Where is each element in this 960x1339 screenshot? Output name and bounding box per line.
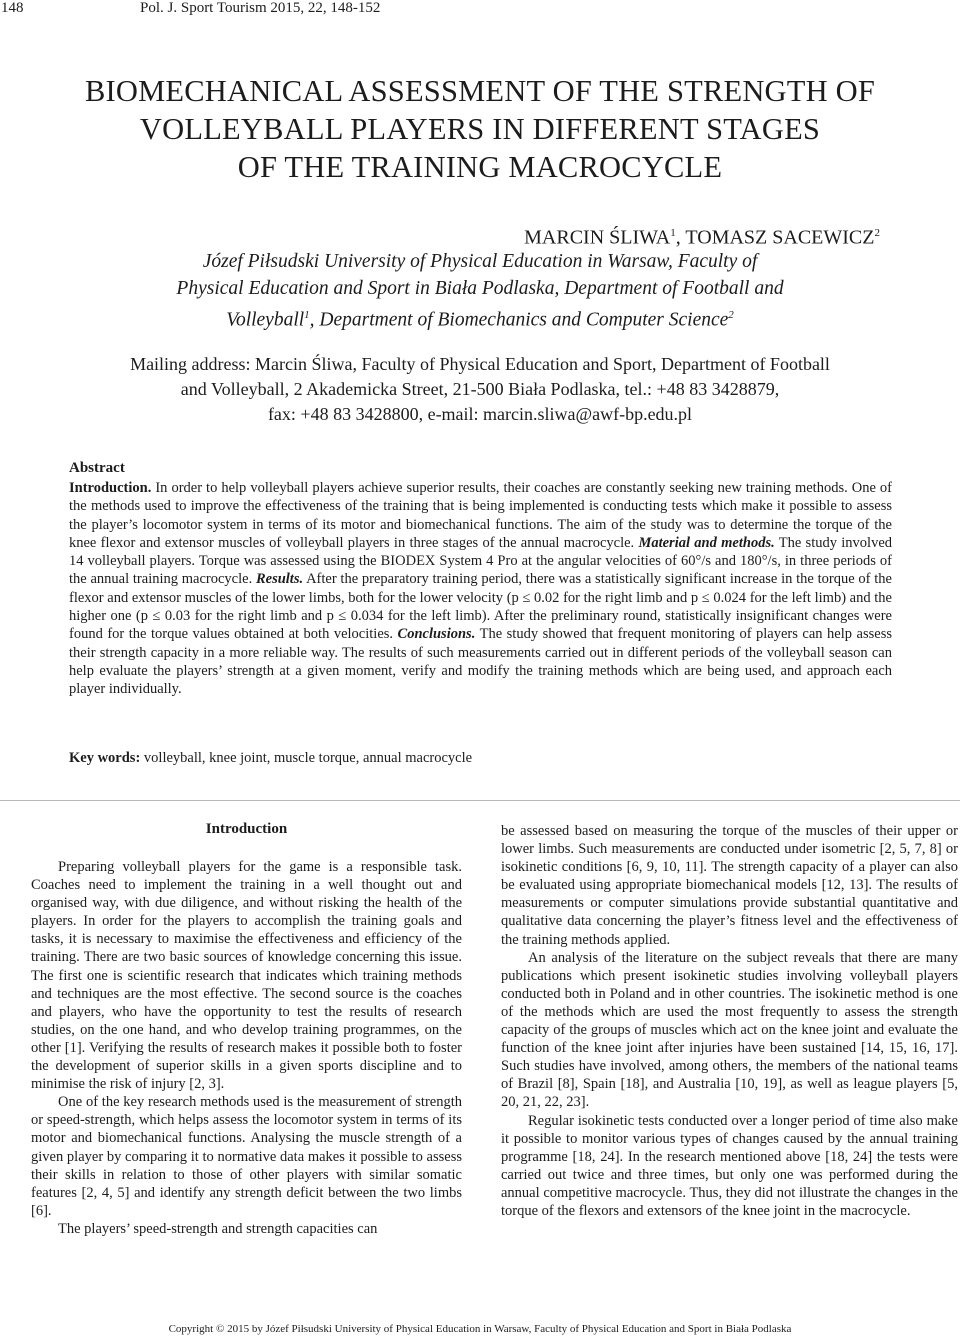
body-paragraph: be assessed based on measuring the torque of the muscles of their upper or lower limbs. Such measurements are conducted under isometric [2, 5, 7, 8] or isokinetic conditions [6, 9, 10, 11]. The strength capacity of a player can also be evaluated using appropriate biomechanical models [12, 13]. The results of measurements or computer simulations provide substantial quantitative and qualitative data concerning the player’s fitness level and the effectiveness of the training methods applied. [501, 823, 958, 948]
section-divider [0, 800, 960, 801]
copyright-footer: Copyright © 2015 by Józef Piłsudski University of Physical Education in Warsaw, Faculty of Physical Education and Sport in Biała Podlaska [168, 1323, 792, 1335]
affiliation-superscript: 2 [728, 309, 734, 321]
author-name: TOMASZ SACEWICZ [685, 226, 875, 249]
abstract-conclusions-label: Conclusions. [397, 626, 476, 643]
affiliation [40, 248, 920, 334]
body-paragraph: The players’ speed-strength and strength capacities can [58, 1220, 378, 1237]
journal-reference: Pol. J. Sport Tourism 2015, 22, 148-152 [140, 0, 381, 16]
abstract-conclusions-text: The study showed that frequent monitoring of players can help assess their strength capacity in a more reliable way. The results of such measurements carried out in different periods of the volleyball season can help evaluate the players’ strength at a given moment, verify and modify the training methods which are being used, and approach each player individually. [69, 626, 892, 698]
article-title [40, 72, 920, 186]
right-column [501, 822, 958, 1220]
body-paragraph: Preparing volleyball players for the game is a responsible task. Coaches need to implement the training in a well thought out and organised way, with due diligence, and without risking the health of the players. In order for the players to accomplish the training goals and tasks, it is necessary to maximise the effectiveness and efficiency of the training. There are two basic sources of knowledge concerning this issue. The first one is scientific research that indicates which training methods and techniques are the most effective. The second source is the coaches and players, who have the opportunity to test the results of research studies, on the one hand, and who develop training programmes, on the other [1]. Verifying the results of research makes it possible both to foster the development of superior skills in a given sports discipline and to minimise the risk of injury [2, 3]. [31, 859, 462, 1093]
author-separator: , [675, 226, 686, 249]
mailing-line: fax: +48 83 3428800, e-mail: marcin.sliwa@awf-bp.edu.pl [267, 404, 693, 424]
mailing-line: Mailing address: Marcin Śliwa, Faculty of Physical Education and Sport, Department of Football [130, 354, 830, 374]
abstract-results-label: Results. [255, 571, 304, 588]
title-line: BIOMECHANICAL ASSESSMENT OF THE STRENGTH OF [84, 74, 876, 108]
page-number: 148 [1, 0, 24, 16]
affiliation-line: Józef Piłsudski University of Physical Education in Warsaw, Faculty of [202, 251, 758, 272]
body-paragraph: Regular isokinetic tests conducted over a longer period of time also make it possible to monitor various types of changes caused by the annual training programme [18, 24]. In the research mentioned above [18, 24] the tests were carried out twice and three times, but only one was performed during the annual competitive macrocycle. Thus, they did not illustrate the changes in the torque of the flexors and extensors of the knee joint in the macrocycle. [501, 1112, 958, 1219]
keywords-text: volleyball, knee joint, muscle torque, annual macrocycle [140, 750, 473, 766]
body-paragraph: One of the key research methods used is the measurement of strength or speed-strength, which helps assess the locomotor system in terms of its motor and biomechanical functions. Analysing the muscle strength of a given player by comparing it to normative data makes it possible to assess their skills in relation to those of other players with similar somatic features [2, 4, 5] and identify any strength deficit between the two limbs [6]. [31, 1094, 462, 1219]
keywords [69, 750, 472, 767]
abstract-methods-label: Material and methods. [638, 534, 775, 551]
author-name: MARCIN ŚLIWA [524, 226, 671, 249]
author-superscript: 2 [874, 227, 880, 239]
affiliation-line [40, 302, 920, 334]
affiliation-superscript: 1 [304, 309, 310, 321]
abstract-results-text: After the preparatory training period, there was a statistically significant increase in the torque of the flexor and extensor muscles of the lower limbs, both for the lower velocity (p ≤ 0.02 for the right limb and p ≤ 0.024 for the left limb) and the higher one (p ≤ 0.03 for the right limb and p ≤ 0.034 for the left limb). After the preliminary round, statistically insignificant changes were found for the torque values obtained at both velocities. [69, 571, 892, 643]
author-list [40, 220, 880, 252]
affiliation-text: , Department of Biomechanics and Computer Science [309, 309, 729, 331]
abstract-intro-label: Introduction. [69, 480, 152, 496]
affiliation-text: Volleyball [226, 309, 305, 331]
abstract-heading: Abstract [69, 460, 125, 476]
mailing-line: and Volleyball, 2 Akademicka Street, 21-500 Biała Podlaska, tel.: +48 83 3428879, [180, 379, 780, 399]
abstract-body [69, 479, 892, 699]
running-head [0, 0, 960, 22]
author-superscript: 1 [670, 227, 676, 239]
body-paragraph: An analysis of the literature on the subject reveals that there are many publications which present isokinetic studies involving volleyball players conducted both in Poland and in other countries. The isokinetic method is one of the methods which are used the most frequently to assess the strength capacity of the groups of muscles which act on the knee joint and evaluate the function of the knee joint after injuries have been sustained [14, 15, 16, 17]. Such studies have involved, among others, the members of the national teams of Brazil [8], Spain [18], and Australia [10, 19], as well as league players [5, 20, 21, 22, 23]. [501, 949, 958, 1111]
title-line: OF THE TRAINING MACROCYCLE [237, 150, 723, 184]
abstract-intro-text: In order to help volleyball players achieve superior results, their coaches are constantly seeking new training methods. One of the methods used to improve the effectiveness of the training that is being implemented is conducting tests which make it possible to assess the player’s locomotor system in terms of its motor and biomechanical functions. The aim of the study was to determine the torque of the knee flexor and extensor muscles of volleyball players in three stages of the annual macrocycle. [69, 480, 892, 551]
left-column [31, 820, 462, 1238]
section-title: Introduction [205, 821, 288, 837]
mailing-address [40, 352, 920, 427]
affiliation-line: Physical Education and Sport in Biała Podlaska, Department of Football and [176, 278, 784, 299]
title-line: VOLLEYBALL PLAYERS IN DIFFERENT STAGES [139, 112, 821, 146]
abstract-methods-text: The study involved 14 volleyball players. Torque was assessed using the BIODEX System 4 Pro at the angular velocities of 60°/s and 180°/s, in three periods of the annual training macrocycle. [69, 534, 892, 588]
keywords-label: Key words: [69, 750, 141, 766]
